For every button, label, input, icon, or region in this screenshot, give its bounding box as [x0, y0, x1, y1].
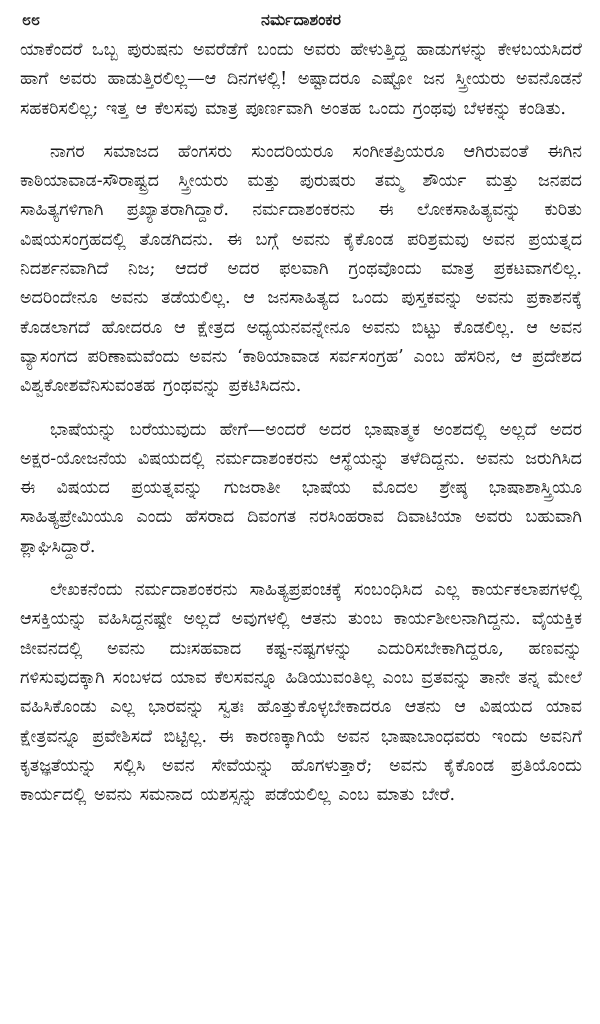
- paragraph-1: ಯಾಕೆಂದರೆ ಒಬ್ಬ ಪುರುಷನು ಅವರೆಡೆಗೆ ಬಂದು ಅವರು ಹೇಳುತ್ತಿದ್ದ ಹಾಡುಗಳನ್ನು ಕೇಳಬಯಸಿದರೆ ಹಾಗೆ ಅವರು ಹಾಡುತ್ತಿರಲಿಲ್ಲ—ಆ ದಿನಗಳಲ್ಲಿ! ಅಷ್ಟಾದರೂ ಎಷ್ಟೋ ಜನ ಸ್ತ್ರೀಯರು ಅವನೊಡನೆ ಸಹಕರಿಸಲಿಲ್ಲ; ಇತ್ತ ಆ ಕೆಲಸವು ಮಾತ್ರ ಪೂರ್ಣವಾಗಿ ಅಂತಹ ಒಂದು ಗ್ರಂಥವು ಬೆಳಕನ್ನು ಕಂಡಿತು.: [20, 40, 582, 119]
- page-header: [20, 6, 582, 36]
- paragraph-3: ಭಾಷೆಯನ್ನು ಬರೆಯುವುದು ಹೇಗೆ—ಅಂದರೆ ಅದರ ಭಾಷಾತ್ಮಕ ಅಂಶದಲ್ಲಿ ಅಲ್ಲದೆ ಅದರ ಅಕ್ಷರ-ಯೋಜನೆಯ ವಿಷಯದಲ್ಲಿ ನರ್ಮದಾಶಂಕರನು ಆಸ್ಥೆಯನ್ನು ತಳೆದಿದ್ದನು. ಅವನು ಜರುಗಿಸಿದ ಈ ವಿಷಯದ ಪ್ರಯತ್ನವನ್ನು ಗುಜರಾತೀ ಭಾಷೆಯ ಮೊದಲ ಶ್ರೇಷ್ಠ ಭಾಷಾಶಾಸ್ತ್ರಿಯೂ ಸಾಹಿತ್ಯಪ್ರೇಮಿಯೂ ಎಂದು ಹೆಸರಾದ ದಿವಂಗತ ನರಸಿಂಹರಾವ ದಿವಾಟಿಯಾ ಅವರು ಬಹುವಾಗಿ ಶ್ಲಾಘಿಸಿದ್ದಾರೆ.: [20, 419, 582, 557]
- paragraph-4: ಲೇಖಕನೆಂದು ನರ್ಮದಾಶಂಕರನು ಸಾಹಿತ್ಯಪ್ರಪಂಚಕ್ಕೆ ಸಂಬಂಧಿಸಿದ ಎಲ್ಲ ಕಾರ್ಯಕಲಾಪಗಳಲ್ಲಿ ಆಸಕ್ತಿಯನ್ನು ವಹಿಸಿದ್ದನಷ್ಟೇ ಅಲ್ಲದೆ ಅವುಗಳಲ್ಲಿ ಆತನು ತುಂಬ ಕಾರ್ಯಶೀಲನಾಗಿದ್ದನು. ವೈಯಕ್ತಿಕ ಜೀವನದಲ್ಲಿ ಅವನು ದುಃಸಹವಾದ ಕಷ್ಟ-ನಷ್ಟಗಳನ್ನು ಎದುರಿಸಬೇಕಾಗಿದ್ದರೂ, ಹಣವನ್ನು ಗಳಿಸುವುದಕ್ಕಾಗಿ ಸಂಬಳದ ಯಾವ ಕೆಲಸವನ್ನೂ ಹಿಡಿಯುವಂತಿಲ್ಲ ಎಂಬ ವ್ರತವನ್ನು ತಾನೇ ತನ್ನ ಮೇಲೆ ವಹಿಸಿಕೊಂಡು ಎಲ್ಲ ಭಾರವನ್ನು ಸ್ವತಃ ಹೊತ್ತುಕೊಳ್ಳಬೇಕಾದರೂ ಆತನು ಆ ವಿಷಯದ ಯಾವ ಕ್ಷೇತ್ರವನ್ನೂ ಪ್ರವೇಶಿಸದೆ ಬಿಟ್ಟಿಲ್ಲ. ಈ ಕಾರಣಕ್ಕಾಗಿಯೆ ಅವನ ಭಾಷಾಬಾಂಧವರು ಇಂದು ಅವನಿಗೆ ಕೃತಜ್ಞತೆಯನ್ನು ಸಲ್ಲಿಸಿ ಅವನ ಸೇವೆಯನ್ನು ಹೊಗಳುತ್ತಾರೆ; ಅವನು ಕೈಕೊಂಡ ಪ್ರತಿಯೊಂದು ಕಾರ್ಯದಲ್ಲಿ ಅವನು ಸಮನಾದ ಯಶಸ್ಸನ್ನು ಪಡೆಯಲಿಲ್ಲ ಎಂಬ ಮಾತು ಬೇರೆ.: [20, 580, 582, 806]
- paragraph-2: ನಾಗರ ಸಮಾಜದ ಹೆಂಗಸರು ಸುಂದರಿಯರೂ ಸಂಗೀತಪ್ರಿಯರೂ ಆಗಿರುವಂತೆ ಈಗಿನ ಕಾಠಿಯಾವಾಡ-ಸೌರಾಷ್ಟ್ರದ ಸ್ತ್ರೀಯರು ಮತ್ತು ಪುರುಷರು ತಮ್ಮ ಶೌರ್ಯ ಮತ್ತು ಜನಪದ ಸಾಹಿತ್ಯಗಳಿಗಾಗಿ ಪ್ರಖ್ಯಾತರಾಗಿದ್ದಾರೆ. ನರ್ಮದಾಶಂಕರನು ಈ ಲೋಕಸಾಹಿತ್ಯವನ್ನು ಕುರಿತು ವಿಷಯಸಂಗ್ರಹದಲ್ಲಿ ತೊಡಗಿದನು. ಈ ಬಗ್ಗೆ ಅವನು ಕೈಕೊಂಡ ಪರಿಶ್ರಮವು ಅವನ ಪ್ರಯತ್ನದ ನಿದರ್ಶನವಾಗಿದೆ ನಿಜ; ಆದರೆ ಅದರ ಫಲವಾಗಿ ಗ್ರಂಥವೊಂದು ಮಾತ್ರ ಪ್ರಕಟವಾಗಲಿಲ್ಲ. ಅದರಿಂದೇನೂ ಅವನು ತಡೆಯಲಿಲ್ಲ. ಆ ಜನಸಾಹಿತ್ಯದ ಒಂದು ಪುಸ್ತಕವನ್ನು ಅವನು ಪ್ರಕಾಶನಕ್ಕೆ ಕೊಡಲಾಗದೆ ಹೋದರೂ ಆ ಕ್ಷೇತ್ರದ ಅಧ್ಯಯನವನ್ನೇನೂ ಅವನು ಬಿಟ್ಟು ಕೊಡಲಿಲ್ಲ. ಆ ಅವನ ವ್ಯಾಸಂಗದ ಪರಿಣಾಮವೆಂದು ಅವನು ‘ಕಾಠಿಯಾವಾಡ ಸರ್ವಸಂಗ್ರಹ’ ಎಂಬ ಹೆಸರಿನ, ಆ ಪ್ರದೇಶದ ವಿಶ್ವಕೋಶವೆನಿಸುವಂತಹ ಗ್ರಂಥವನ್ನು ಪ್ರಕಟಿಸಿದನು.: [20, 141, 582, 397]
- page-number: ೮೮: [22, 10, 40, 29]
- running-title: ನರ್ಮದಾಶಂಕರ: [261, 10, 341, 29]
